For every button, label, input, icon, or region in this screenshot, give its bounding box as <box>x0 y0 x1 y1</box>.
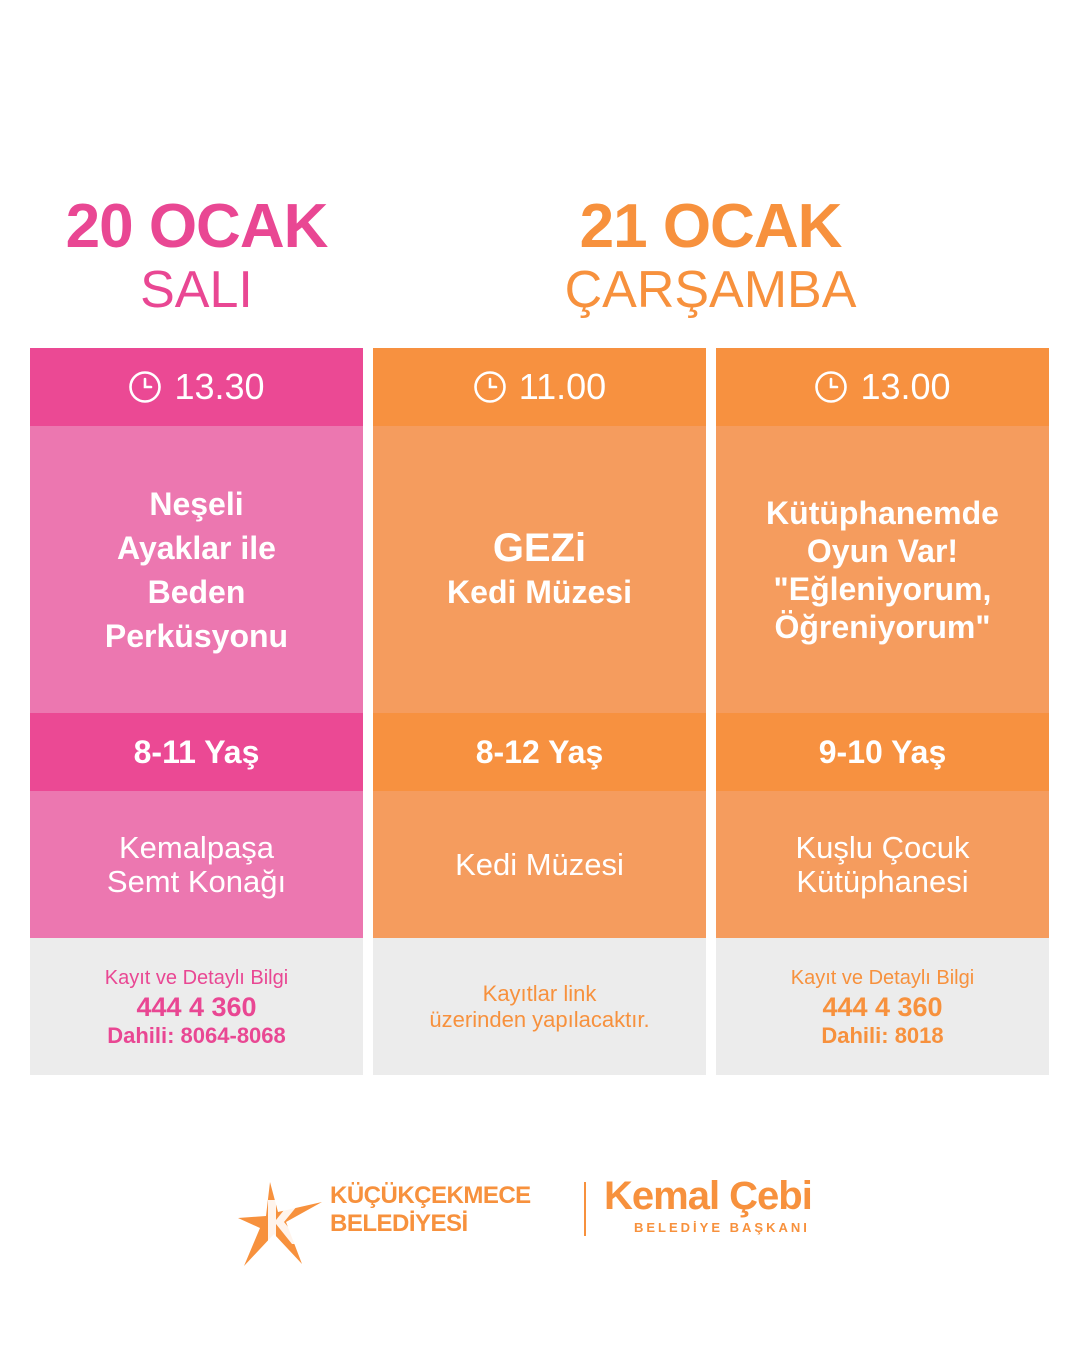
day-date: 21 OCAK <box>579 192 842 261</box>
event-time <box>30 348 363 426</box>
event-age: 8-11 Yaş <box>30 713 363 791</box>
event-title <box>716 426 1049 713</box>
title-line: Öğreniyorum" <box>774 608 991 645</box>
mayor-title: BELEDİYE BAŞKANI <box>634 1220 810 1235</box>
info-label: Kayıtlar link <box>482 980 597 1006</box>
clock-icon <box>814 370 848 404</box>
title-line: GEZi <box>492 525 587 570</box>
event-place <box>716 791 1049 938</box>
day-weekday: SALI <box>140 261 253 319</box>
info-label[interactable]: üzerinden yapılacaktır. <box>429 1006 650 1032</box>
place-line: Kütüphanesi <box>796 863 969 899</box>
time-label: 11.00 <box>518 366 607 407</box>
day-date: 20 OCAK <box>65 192 328 261</box>
title-line: Kütüphanemde <box>766 494 999 531</box>
event-age: 9-10 Yaş <box>716 713 1049 791</box>
time-label: 13.00 <box>860 366 951 407</box>
event-info <box>30 938 363 1075</box>
municipality-line: BELEDİYESİ <box>330 1210 468 1237</box>
info-extension: Dahili: 8064-8068 <box>107 1022 286 1048</box>
place-line: Semt Konağı <box>106 863 287 899</box>
info-label: Kayıt ve Detaylı Bilgi <box>790 966 975 989</box>
star-k-logo-icon <box>238 1178 324 1268</box>
info-phone[interactable]: 444 4 360 <box>822 991 943 1022</box>
title-line: Kedi Müzesi <box>447 573 632 610</box>
day-header-20 <box>30 192 363 319</box>
event-time <box>716 348 1049 426</box>
info-label: Kayıt ve Detaylı Bilgi <box>104 966 289 989</box>
event-info <box>716 938 1049 1075</box>
mayor-name: Kemal Çebi <box>604 1174 812 1218</box>
event-info <box>373 938 706 1075</box>
event-place <box>30 791 363 938</box>
day-header-21 <box>372 192 1049 319</box>
footer <box>0 1170 1080 1270</box>
place-line: Kedi Müzesi <box>455 846 624 882</box>
info-phone[interactable]: 444 4 360 <box>136 991 257 1022</box>
day-weekday: ÇARŞAMBA <box>564 261 857 319</box>
title-line: Ayaklar ile <box>117 529 276 566</box>
event-column-2 <box>373 348 706 1075</box>
event-title <box>373 426 706 713</box>
event-column-1 <box>30 348 363 1075</box>
event-place <box>373 791 706 938</box>
title-line: Oyun Var! <box>806 532 959 569</box>
municipality-name <box>330 1182 531 1238</box>
clock-icon <box>128 370 162 404</box>
time-label: 13.30 <box>174 366 265 407</box>
title-line: Beden <box>147 573 246 610</box>
title-line: Perküsyonu <box>104 617 289 654</box>
event-title <box>30 426 363 713</box>
event-time <box>373 348 706 426</box>
place-line: Kemalpaşa <box>118 829 275 865</box>
info-extension: Dahili: 8018 <box>821 1022 944 1048</box>
title-line: Neşeli <box>149 485 244 522</box>
event-age: 8-12 Yaş <box>373 713 706 791</box>
event-column-3 <box>716 348 1049 1075</box>
place-line: Kuşlu Çocuk <box>795 829 970 865</box>
footer-divider <box>584 1182 586 1236</box>
clock-icon <box>473 370 507 404</box>
title-line: "Eğleniyorum, <box>773 570 992 607</box>
municipality-line: KÜÇÜKÇEKMECE <box>330 1182 531 1209</box>
